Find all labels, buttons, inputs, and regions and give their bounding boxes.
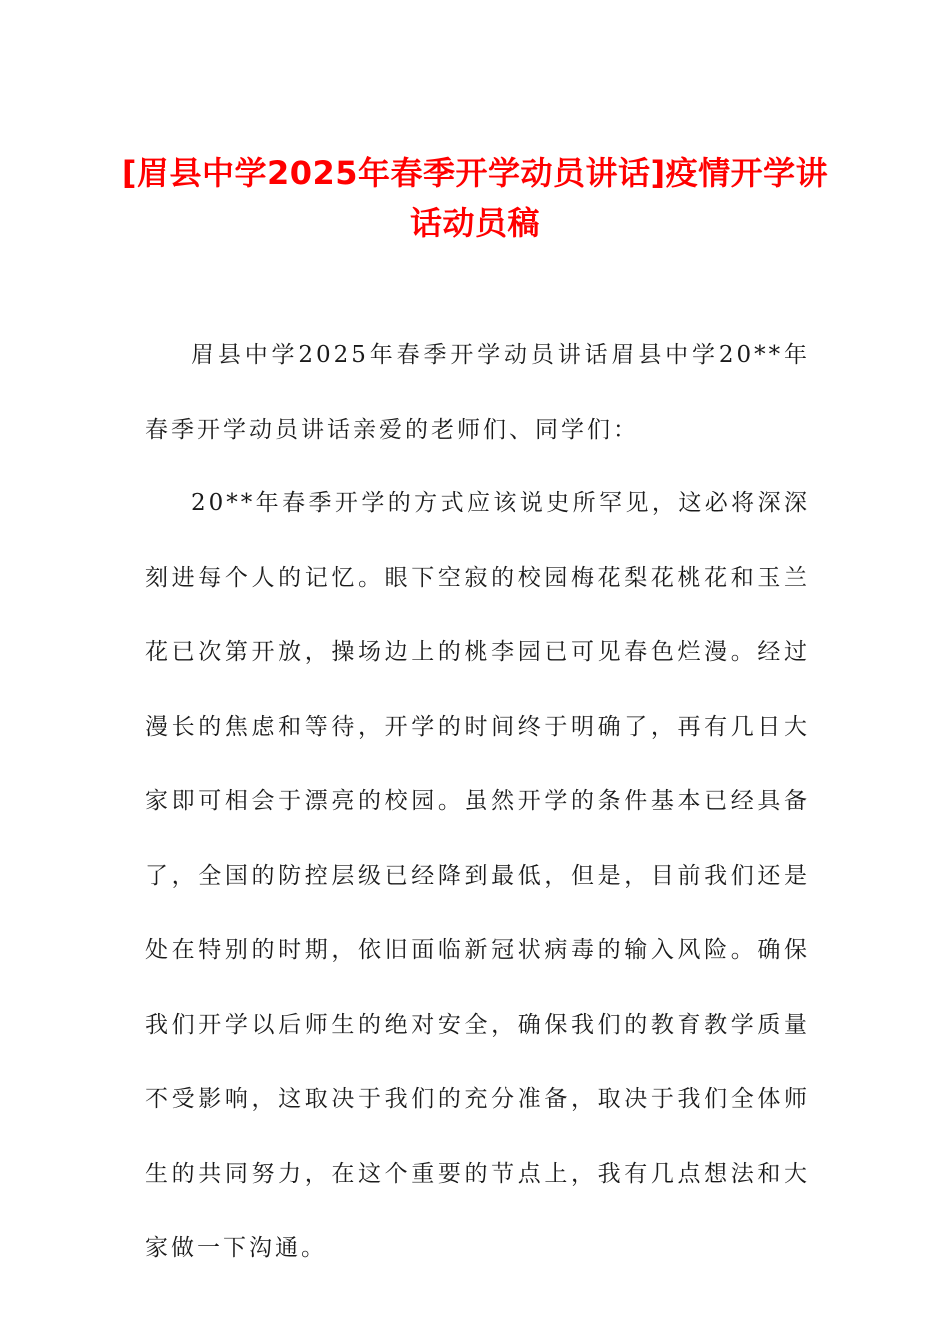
paragraph-greeting: 眉县中学2025年春季开学动员讲话眉县中学20**年春季开学动员讲话亲爱的老师们、同学们：	[145, 342, 810, 443]
paragraph-body: 20**年春季开学的方式应该说史所罕见，这必将深深刻进每个人的记忆。眼下空寂的校园梅花梨花桃花和玉兰花已次第开放，操场边上的桃李园已可见春色烂漫。经过漫长的焦虑和等待，开学的时间终于明确了，再有几日大家即可相会于漂亮的校园。虽然开学的条件基本已经具备了，全国的防控层级已经降到最低，但是，目前我们还是处在特别的时期，依旧面临新冠状病毒的输入风险。确保我们开学以后师生的绝对安全，确保我们的教育教学质量不受影响，这取决于我们的充分准备，取决于我们全体师生的共同努力，在这个重要的节点上，我有几点想法和大家做一下沟通。	[145, 490, 810, 1261]
document-title: [眉县中学2025年春季开学动员讲话]疫情开学讲话动员稿	[121, 154, 829, 242]
